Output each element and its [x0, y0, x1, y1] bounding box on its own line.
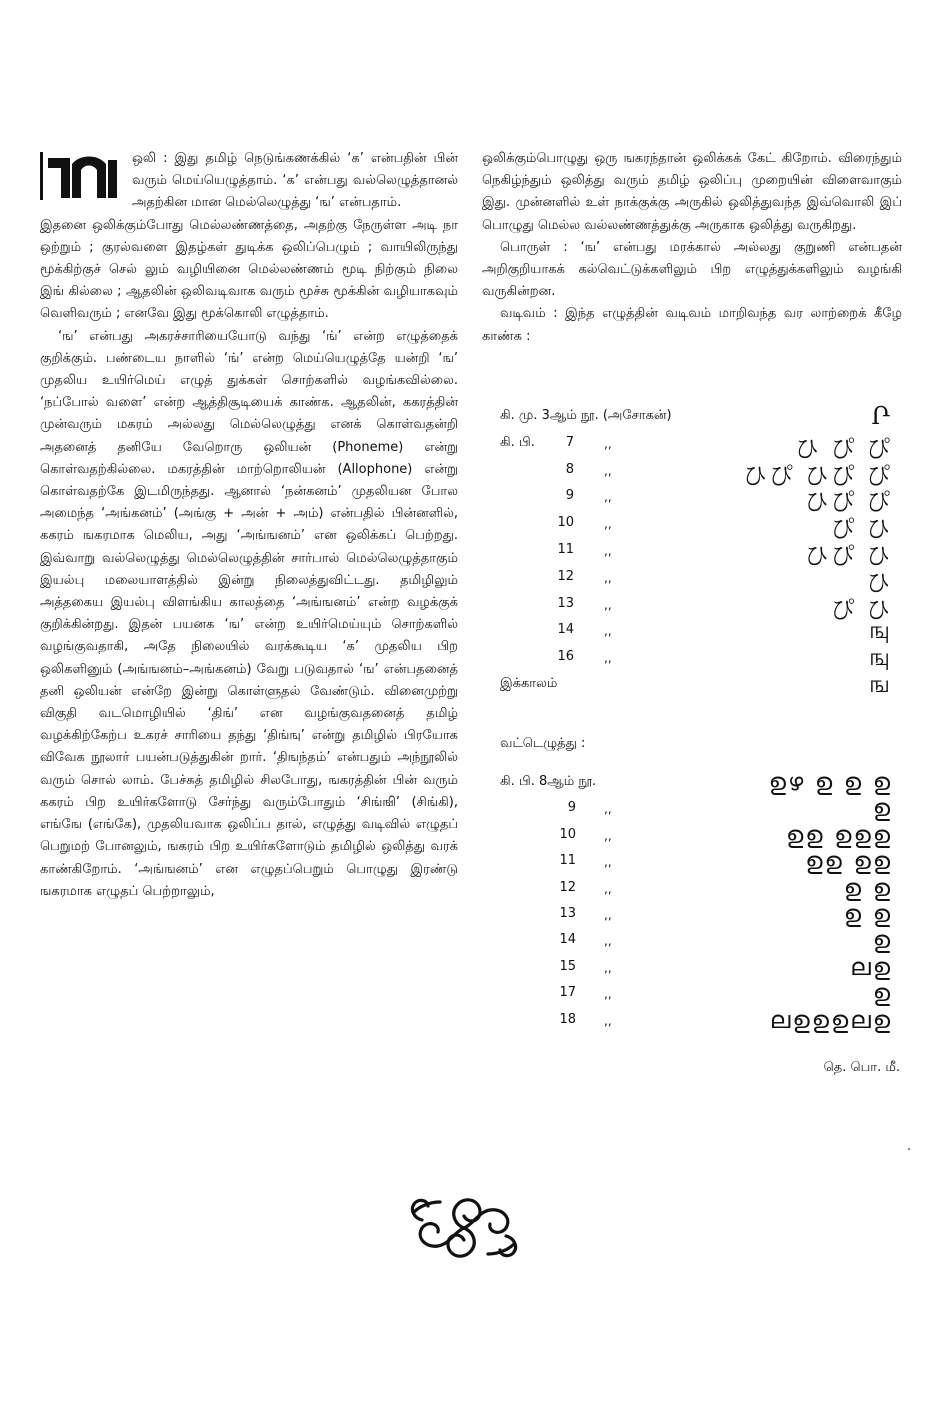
letter-form: ひぴ ひ — [804, 541, 892, 570]
century-number: 10 — [559, 826, 576, 842]
script-row — [500, 404, 900, 431]
script-row — [500, 431, 900, 463]
century-number: 15 — [559, 958, 576, 974]
ditto-mark: ,, — [604, 934, 612, 949]
paragraph: இதனை ஒலிக்கும்போது மெல்லண்ணத்தை, அதற்கு நேருள்ள அடி நா ஒற்றும் ; குரல்வளை இதழ்கள் துடிக்க ஒலிப்பெழும் ; வாயிலிருந்து மூக்கிற்குச் செல் லும் வழியினை மெல்லண்ணம் மூடி நிற்கும் நிலை இங் கில்லை ; ஆதலின் ஒலிவடிவாக வரும் மூச்சு மூக்கின் வழியாகவும் வெளிவரும் ; எனவே இது மூக்கொலி எழுத்தாம். — [40, 217, 458, 322]
century-number: 12 — [559, 879, 576, 895]
ditto-mark: ,, — [604, 987, 612, 1002]
script-row — [500, 981, 900, 1007]
period-label: கி. பி. — [500, 434, 535, 450]
letter-form: ஙு — [868, 616, 892, 645]
century-number: 11 — [557, 541, 574, 557]
stray-mark — [908, 1148, 910, 1150]
script-row — [500, 669, 900, 699]
script-row — [500, 458, 900, 490]
letter-form: ഉ — [872, 926, 892, 955]
century-number: 13 — [559, 905, 576, 921]
letter-form: Ր — [871, 402, 892, 430]
ditto-mark: ,, — [604, 1013, 612, 1028]
ditto-mark: ,, — [604, 436, 612, 451]
letter-form: ஙு — [868, 643, 892, 672]
tamil-script-table — [500, 404, 900, 699]
author-signature: தெ. பொ. மீ. — [823, 1060, 900, 1075]
century-number: 7 — [565, 434, 574, 450]
century-number: 17 — [559, 985, 576, 1001]
period-label: கி. பி. 8ஆம் நூ. — [500, 774, 597, 789]
paragraph: ‘ங’ என்பது அகரச்சாரியையோடு வந்து ‘ங்’ என்ற எழுத்தைக் குறிக்கும். பண்டைய நாளில் ‘ங்’ என்ற மெய்யெழுத்தே யன்றி ‘ங’ முதலிய உயிர்மெய் எழுத் துக்கள் சொற்களில் வழங்கவில்லை. ‘நப்போல் வளை’ என்ற ஆத்திசூடியைக் காண்க. ஆதலின், ககரத்தின் முன்வரும் மகரம் அல்லது மெல்லெழுத்து எனக் கொள்வதன்றி அதனைத் தனியே வேறொரு ஒலியன் (Phoneme) என்று கொள்வதற்கில்லை. மகரத்தின் மாற்றொலியன் (Allophone) என்று கொள்வதற்கே இடமிருந்தது. ஆனால் ‘நன்கனம்’ முதலியன போல அமைந்த ‘அங்கனம்’ (அங்கு + அன் + அம்) என்பதில் பின்னளில், ககரம் ஙகரமாக மெலிய, அது ‘அங்ஙனம்’ என ஒலிக்கப் பெற்றது. இவ்வாறு வல்லெழுத்து மெல்லெழுத்தின் சார்பால் மெல்லெழுத்தாகும் இயல்பு மலையாளத்தில் இன்று நிலைத்துவிட்டது. தமிழிலும் அத்தகைய இயல்பு விளங்கிய காலத்தை ‘அங்ஙனம்’ என்ற வழக்குக் குறிக்கின்றது. இதன் பயனக ‘ங’ என்ற உயிர்மெய்யும் சொற்களில் வழங்குவதாகி, அதே நிலையில் வரக்கூடிய ‘க’ முதலிய பிற ஒலிகளினும் (அங்ஙனம்–அங்கனம்) வேறு படுவதால் ‘ங’ என்பதனைத் தனி ஒலியன் என்றே இன்று கொள்ளுதல் வேண்டும். வினைமுற்று விகுதி வடமொழியில் ‘திங்’ என வழங்குவதனைத் தமிழ் வழக்கிற்கேற்ப உகரச் சாரியை தந்து ‘திங்ஙு’ என்று தமிழில் பிரயோக விவேக நூலார் பயன்படுத்துகின் றார். ‘திஙந்தம்’ என்பதும் அந்நூலில் வரும் சொல் லாம். பேச்சுத் தமிழில் சிலபோது, ஙகரத்தின் பின் வரும் ககரம் பிற உயிர்களோடு சேர்ந்து வரும்போதும் ‘சிங்ஙி’ (சிங்கி), எங்ஙே (எங்கே), முதலியவாக ஒலிப்ப தால், எழுத்து வடிவில் எழுதப் பெறுமற் போனலும், ஙகரம் பிற உயிர்களோடும் தமிழில் ஒலித்து வரக் காண்கிறோம். ‘அங்ஙனம்’ என எழுதப்பெறும் பொழுது இரண்டு ஙகரமாக எழுதப் பெற்றாலும், — [40, 328, 458, 899]
ditto-mark: ,, — [604, 597, 612, 612]
ditto-mark: ,, — [604, 907, 612, 922]
ditto-mark: ,, — [604, 960, 612, 975]
script-row — [500, 849, 900, 875]
ditto-mark: ,, — [604, 881, 612, 896]
script-row — [500, 592, 900, 624]
vattezhuthu-heading: வட்டெழுத்து : — [500, 736, 586, 751]
paragraph: வடிவம் : இந்த எழுத்தின் வடிவம் மாறிவந்த வர லாற்றைக் கீழே காண்க : — [482, 306, 902, 344]
letter-form: ഉഴ ഉ ഉ ഉ — [768, 768, 892, 796]
ditto-mark: ,, — [604, 517, 612, 532]
paragraph: பொருள் : ‘ங’ என்பது மரக்கால் அல்லது குறுணி என்பதன் அறிகுறியாகக் கல்வெட்டுக்களிலும் பிற எழுத்துக்களிலும் வழங்கி வருகின்றன. — [482, 239, 902, 300]
script-row — [500, 820, 900, 849]
letter-form: ഉ — [872, 794, 892, 823]
letter-form: ഉ — [872, 979, 892, 1008]
decorative-ornament — [404, 1188, 524, 1268]
script-row — [500, 1005, 900, 1034]
century-number: 9 — [565, 488, 574, 504]
vattezhuthu-table — [500, 770, 900, 1034]
century-number: 12 — [557, 568, 574, 584]
script-row — [500, 565, 900, 597]
letter-form: ひぴ ぴ — [804, 488, 892, 517]
century-number: 10 — [557, 515, 574, 531]
century-number: 8 — [565, 461, 574, 477]
century-number: 16 — [557, 649, 574, 665]
script-row — [500, 770, 900, 796]
century-number: 14 — [559, 932, 576, 948]
ditto-mark: ,, — [604, 543, 612, 558]
letter-form: ひ ぴ ぴ — [794, 434, 892, 463]
letter-form: ലഉ — [850, 952, 892, 981]
letter-form: ひぴ ひぴ ぴ — [742, 461, 892, 490]
left-column — [40, 148, 458, 903]
ditto-mark: ,, — [604, 855, 612, 870]
century-number: 18 — [559, 1011, 576, 1027]
century-number: 9 — [567, 800, 576, 816]
ditto-mark: ,, — [604, 651, 612, 666]
period-label: இக்காலம் — [500, 675, 558, 691]
letter-form: ひ — [866, 568, 892, 597]
script-row — [500, 899, 900, 928]
script-row — [500, 796, 900, 822]
century-number: 13 — [557, 595, 574, 611]
letter-form: ഉഉ ഉഉഉ — [785, 820, 892, 849]
letter-form: ഉഉ ഉഉ — [805, 847, 892, 876]
letter-form: ഉ ഉ — [843, 873, 892, 902]
letter-form: ലഉഉഉലഉ — [769, 1005, 892, 1034]
script-row — [500, 952, 900, 981]
period-label: கி. மு. 3ஆம் நூ. (அசோகன்) — [500, 408, 672, 423]
script-row — [500, 618, 900, 645]
letter-form: ぴ ひ — [830, 595, 892, 624]
century-number: 11 — [559, 853, 576, 869]
right-column — [482, 148, 902, 348]
ditto-mark: ,, — [604, 463, 612, 478]
script-row — [500, 511, 900, 544]
script-row — [500, 873, 900, 902]
script-row — [500, 538, 900, 570]
script-row — [500, 928, 900, 954]
letter-form: ங — [868, 669, 892, 698]
script-row — [500, 484, 900, 517]
ditto-mark: ,, — [604, 802, 612, 817]
ditto-mark: ,, — [604, 490, 612, 505]
letter-form: ഉ ഉ — [843, 899, 892, 928]
letter-form: ぴ ひ — [830, 515, 892, 544]
ditto-mark: ,, — [604, 624, 612, 639]
ditto-mark: ,, — [604, 828, 612, 843]
ditto-mark: ,, — [604, 570, 612, 585]
paragraph: ஒலிக்கும்பொழுது ஒரு ஙகரந்தான் ஒலிக்கக் கேட் கிறோம். விரைந்தும் நெகிழ்ந்தும் ஒலித்து வரும் தமிழ் ஒலிப்பு முறையின் விளைவாகும் இது. முன்னளில் உள் நாக்குக்கு அருகில் ஒலித்துவந்த இவ்வொலி இப் பொழுது மெல்ல வல்லண்ணத்துக்கு அருகாக ஒலித்து வருகிறது. — [482, 151, 902, 233]
century-number: 14 — [557, 622, 574, 638]
script-row — [500, 645, 900, 672]
lead-paragraph: ஒலி : இது தமிழ் நெடுங்கணக்கில் ‘க’ என்பதின் பின் வரும் மெய்யெழுத்தாம். ‘க’ என்பது வல்லெழுத்தானல் அதற்கின மான மெல்லெழுத்து ‘ங’ என்பதாம். — [132, 151, 458, 211]
